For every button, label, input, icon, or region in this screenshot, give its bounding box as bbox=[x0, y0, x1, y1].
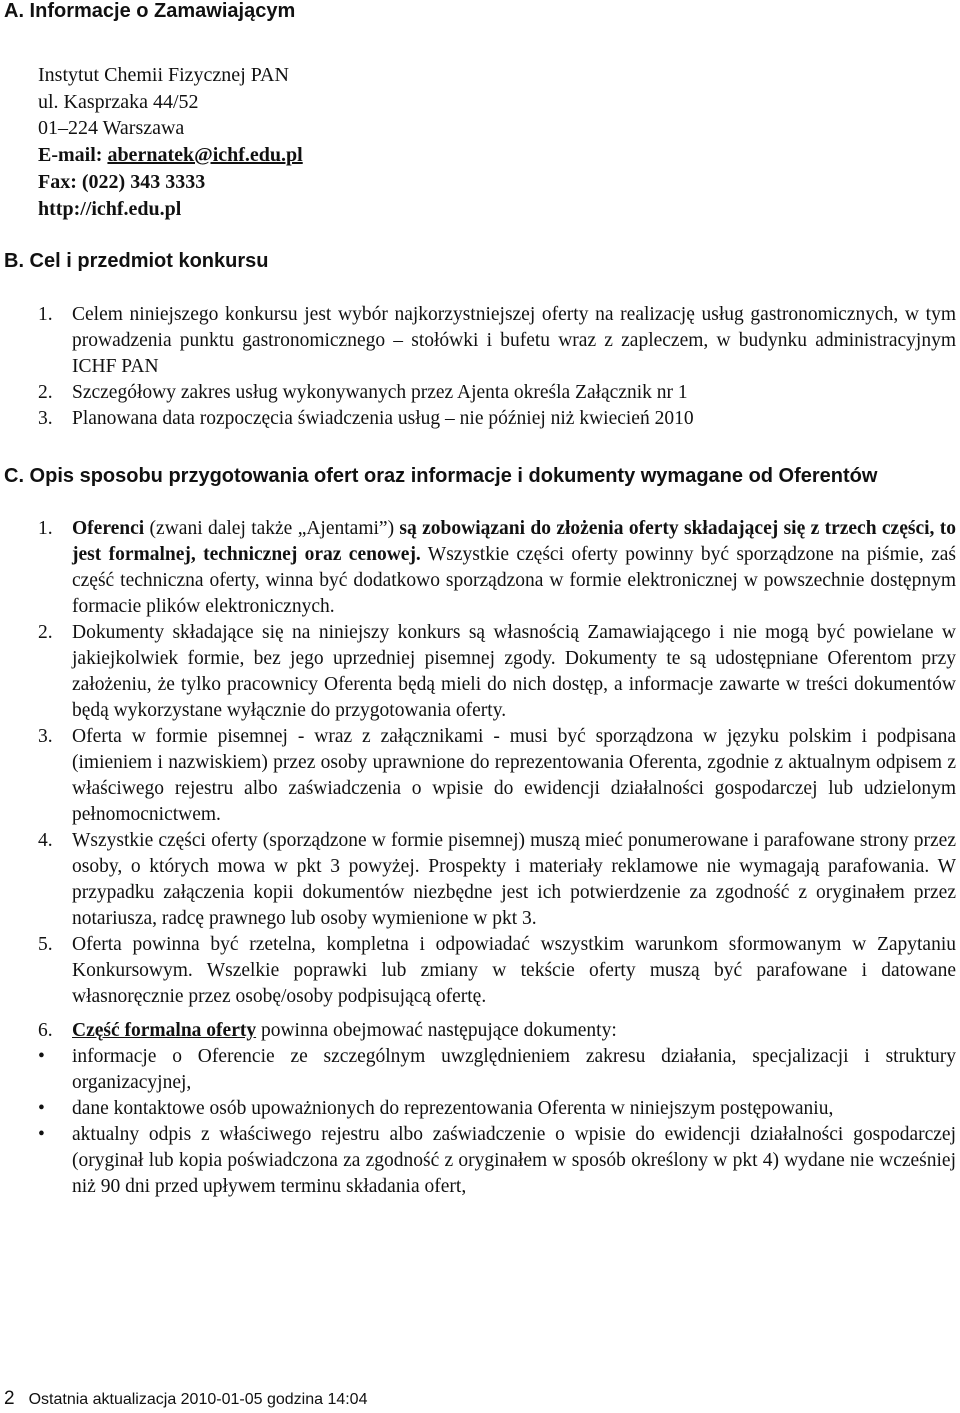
last-update-text: Ostatnia aktualizacja 2010-01-05 godzina 14:04 bbox=[28, 1391, 368, 1408]
item-text: Planowana data rozpoczęcia świadczenia usług – nie później niż kwiecień 2010 bbox=[72, 408, 694, 429]
bullet-item bbox=[38, 1122, 956, 1200]
website-link[interactable]: http://ichf.edu.pl bbox=[38, 197, 182, 220]
list-item bbox=[38, 302, 956, 380]
item-text: Celem niniejszego konkursu jest wybór najkorzystniejszej oferty na realizację usług gastronomicznych, w tym prowadzenia punktu gastronomicznego – stołówki i bufetu wraz z zapleczem, w budynku administracyjnym ICHF PAN bbox=[72, 304, 956, 377]
bullet-text: informacje o Oferencie ze szczególnym uwzględnieniem zakresu działania, specjalizacji i struktury organizacyjnej, bbox=[72, 1046, 956, 1093]
item-text: Wszystkie części oferty (sporządzone w formie pisemnej) muszą mieć ponumerowane i parafowane strony przez osoby, o których mowa w pkt 3 powyżej. Prospekty i materiały reklamowe nie wymagają parafowania. W przypadku załączenia kopii dokumentów niezbędne jest ich potwierdzenie za zgodność z oryginałem przez notariusza, radcę prawnego lub osoby wymienione w pkt 3. bbox=[72, 830, 956, 929]
fax-line: Fax: (022) 343 3333 bbox=[38, 170, 206, 193]
list-item bbox=[38, 516, 956, 620]
postal-city: 01–224 Warszawa bbox=[38, 117, 185, 140]
item-number: 1. bbox=[38, 518, 53, 539]
list-item bbox=[38, 724, 956, 828]
list-item bbox=[38, 932, 956, 1010]
email-line bbox=[38, 142, 303, 169]
bullet-item bbox=[38, 1044, 956, 1096]
bullet-icon: • bbox=[38, 1046, 45, 1067]
bullet-icon: • bbox=[38, 1124, 45, 1145]
item-number: 3. bbox=[38, 408, 53, 429]
institution-name: Instytut Chemii Fizycznej PAN bbox=[38, 64, 289, 86]
section-b-list bbox=[38, 302, 956, 432]
item-number: 1. bbox=[38, 304, 53, 325]
item-number: 6. bbox=[38, 1020, 53, 1041]
section-c-list bbox=[38, 516, 956, 1200]
item-bold-text: Oferenci bbox=[72, 518, 145, 539]
item-number: 3. bbox=[38, 726, 53, 747]
bullet-icon: • bbox=[38, 1098, 45, 1119]
item-bold-text: są zobowiązani do złożenia oferty składającej się z trzech części, to jest formalnej, technicznej oraz cenowej. bbox=[72, 518, 957, 565]
list-item bbox=[38, 380, 956, 406]
item-text: Dokumenty składające się na niniejszy konkurs są własnością Zamawiającego i nie mogą być powielane w jakiejkolwiek formie, bez jego uprzedniej pisemnej zgody. Dokumenty te są udostępniane Oferentom przy założeniu, że tylko pracownicy Oferenta będą mieli do nich dostęp, a informacje zawarte w treści dokumentów będą wykorzystane wyłącznie do przygotowania oferty. bbox=[72, 622, 956, 721]
list-item bbox=[38, 828, 956, 932]
street-address: ul. Kasprzaka 44/52 bbox=[38, 90, 199, 113]
email-link[interactable]: abernatek@ichf.edu.pl bbox=[107, 144, 303, 167]
email-label: E-mail: bbox=[38, 144, 108, 167]
bullet-item bbox=[38, 1096, 956, 1122]
item-text: (zwani dalej także „Ajentami”) bbox=[144, 518, 400, 539]
item-number: 2. bbox=[38, 622, 53, 643]
item-number: 5. bbox=[38, 934, 53, 955]
item-text: powinna obejmować następujące dokumenty: bbox=[256, 1020, 617, 1041]
section-c-heading: C. Opis sposobu przygotowania ofert oraz informacje i dokumenty wymagane od Oferentów bbox=[4, 465, 878, 487]
section-a-heading: A. Informacje o Zamawiającym bbox=[4, 0, 296, 22]
bullet-text: aktualny odpis z właściwego rejestru albo zaświadczenie o wpisie do ewidencji działalności gospodarczej (oryginał lub kopia poświadczona za zgodność z oryginałem w sposób określony w pkt 4) wydane nie wcześniej niż 90 dni przed upływem terminu składania ofert, bbox=[72, 1124, 956, 1197]
item-text: Oferta w formie pisemnej - wraz z załącznikami - musi być sporządzona w języku polskim i podpisana (imieniem i nazwiskiem) przez osoby uprawnione do reprezentowania Oferenta, zgodnie z aktualnym odpisem z właściwego rejestru albo zaświadczenia o wpisie do ewidencji działalności gospodarczej lub udzielonym pełnomocnictwem. bbox=[72, 726, 956, 825]
list-item bbox=[38, 1018, 956, 1044]
list-item bbox=[38, 406, 956, 432]
page-footer bbox=[4, 1386, 367, 1413]
section-b-heading: B. Cel i przedmiot konkursu bbox=[4, 250, 269, 272]
bullet-text: dane kontaktowe osób upoważnionych do reprezentowania Oferenta w niniejszym postępowaniu, bbox=[72, 1098, 834, 1119]
contact-address-block bbox=[38, 62, 303, 222]
item-bold-text: Część formalna oferty bbox=[72, 1020, 257, 1041]
page-number: 2 bbox=[4, 1388, 15, 1409]
item-text: Wszystkie części oferty powinny być sporządzone na piśmie, zaś część techniczna oferty, winna być dodatkowo sporządzona w formie elektronicznej w powszechnie dostępnym formacie plików elektronicznych. bbox=[72, 544, 956, 617]
item-text: Oferta powinna być rzetelna, kompletna i odpowiadać wszystkim warunkom sformowanym w Zapytaniu Konkursowym. Wszelkie poprawki lub zmiany w tekście oferty muszą być parafowane i datowane własnoręcznie przez osobę/osoby podpisującą ofertę. bbox=[72, 934, 956, 1007]
list-item bbox=[38, 620, 956, 724]
item-text: Szczegółowy zakres usług wykonywanych przez Ajenta określa Załącznik nr 1 bbox=[72, 382, 688, 403]
item-number: 2. bbox=[38, 382, 53, 403]
item-number: 4. bbox=[38, 830, 53, 851]
